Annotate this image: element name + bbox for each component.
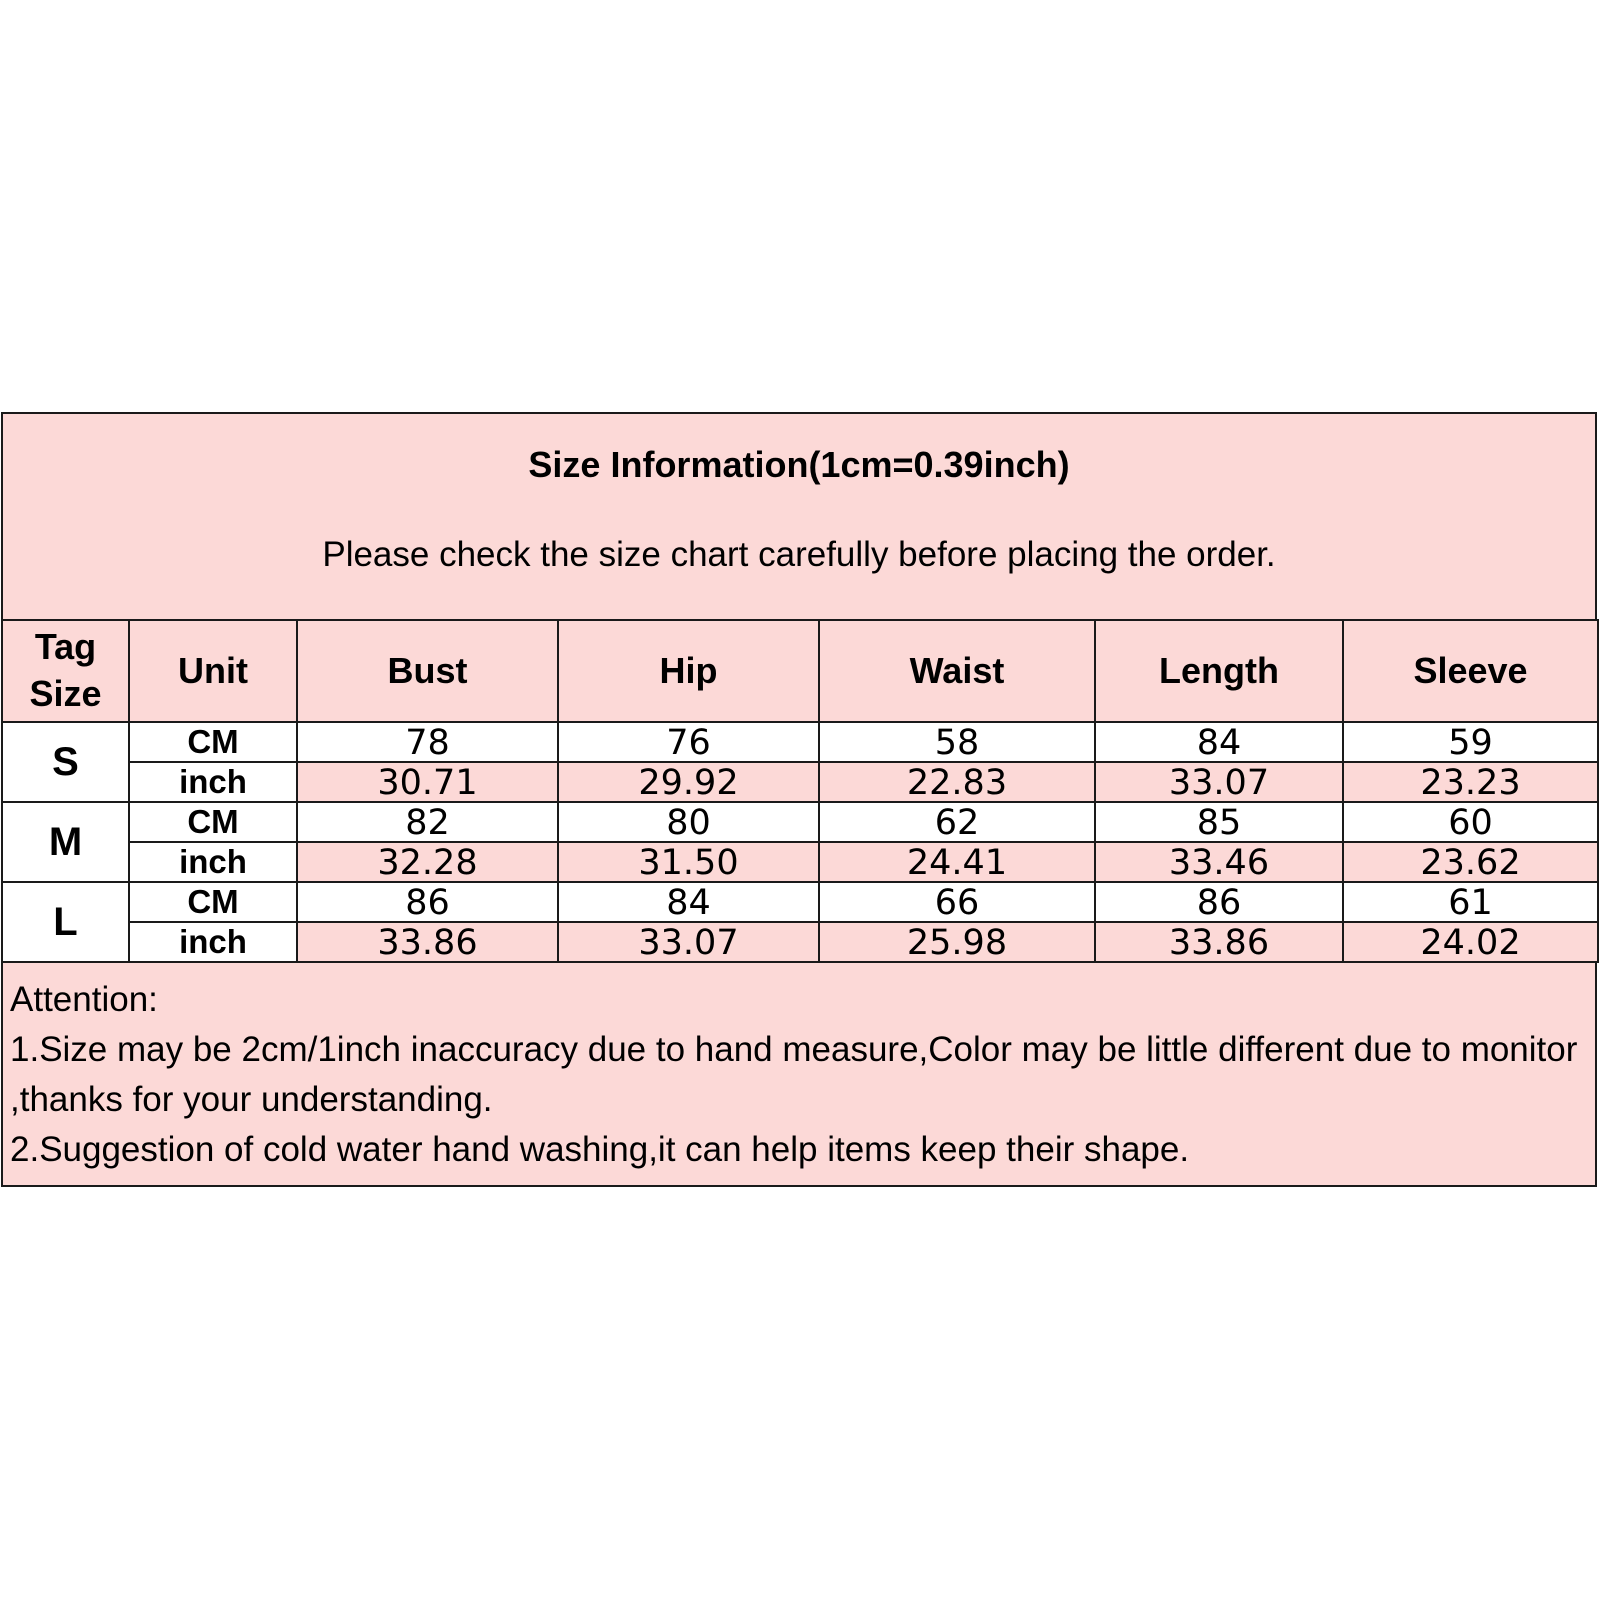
chart-title: Size Information(1cm=0.39inch) xyxy=(528,444,1070,485)
table-row xyxy=(2,722,1598,762)
bust-cell: 86 xyxy=(297,882,558,922)
waist-cell: 22.83 xyxy=(819,762,1095,802)
length-cell: 33.86 xyxy=(1095,922,1343,962)
sleeve-cell: 60 xyxy=(1343,802,1598,842)
tag-size-cell: L xyxy=(2,882,129,962)
size-chart xyxy=(1,412,1597,1187)
sleeve-cell: 59 xyxy=(1343,722,1598,762)
table-row xyxy=(2,802,1598,842)
unit-cell: CM xyxy=(129,722,297,762)
table-row xyxy=(2,922,1598,962)
header-length: Length xyxy=(1095,620,1343,722)
size-table xyxy=(1,619,1599,963)
hip-cell: 33.07 xyxy=(558,922,819,962)
hip-cell: 76 xyxy=(558,722,819,762)
header-tag-size: Tag Size xyxy=(2,620,129,722)
hip-cell: 84 xyxy=(558,882,819,922)
unit-cell: CM xyxy=(129,882,297,922)
attention-notes xyxy=(10,975,1585,1175)
table-row xyxy=(2,882,1598,922)
bust-cell: 32.28 xyxy=(297,842,558,882)
waist-cell: 66 xyxy=(819,882,1095,922)
tag-size-cell: S xyxy=(2,722,129,802)
attention-heading: Attention: xyxy=(10,980,158,1019)
header-bust: Bust xyxy=(297,620,558,722)
header-waist: Waist xyxy=(819,620,1095,722)
hip-cell: 31.50 xyxy=(558,842,819,882)
attention-note-2: 2.Suggestion of cold water hand washing,it can help items keep their shape. xyxy=(10,1130,1190,1169)
length-cell: 84 xyxy=(1095,722,1343,762)
header-sleeve: Sleeve xyxy=(1343,620,1598,722)
header-unit: Unit xyxy=(129,620,297,722)
bust-cell: 78 xyxy=(297,722,558,762)
bust-cell: 82 xyxy=(297,802,558,842)
sleeve-cell: 23.23 xyxy=(1343,762,1598,802)
length-cell: 85 xyxy=(1095,802,1343,842)
header-hip: Hip xyxy=(558,620,819,722)
waist-cell: 58 xyxy=(819,722,1095,762)
bust-cell: 30.71 xyxy=(297,762,558,802)
length-cell: 33.07 xyxy=(1095,762,1343,802)
hip-cell: 29.92 xyxy=(558,762,819,802)
table-row xyxy=(2,842,1598,882)
chart-subtitle: Please check the size chart carefully before placing the order. xyxy=(322,535,1276,574)
sleeve-cell: 61 xyxy=(1343,882,1598,922)
waist-cell: 62 xyxy=(819,802,1095,842)
table-row xyxy=(2,762,1598,802)
unit-cell: CM xyxy=(129,802,297,842)
table-header-row xyxy=(2,620,1598,722)
sleeve-cell: 24.02 xyxy=(1343,922,1598,962)
length-cell: 33.46 xyxy=(1095,842,1343,882)
waist-cell: 25.98 xyxy=(819,922,1095,962)
unit-cell: inch xyxy=(129,842,297,882)
length-cell: 86 xyxy=(1095,882,1343,922)
bust-cell: 33.86 xyxy=(297,922,558,962)
hip-cell: 80 xyxy=(558,802,819,842)
waist-cell: 24.41 xyxy=(819,842,1095,882)
tag-size-cell: M xyxy=(2,802,129,882)
unit-cell: inch xyxy=(129,922,297,962)
attention-note-1: 1.Size may be 2cm/1inch inaccuracy due to hand measure,Color may be little different due to monitor ,thanks for your understanding. xyxy=(10,1030,1578,1119)
sleeve-cell: 23.62 xyxy=(1343,842,1598,882)
unit-cell: inch xyxy=(129,762,297,802)
